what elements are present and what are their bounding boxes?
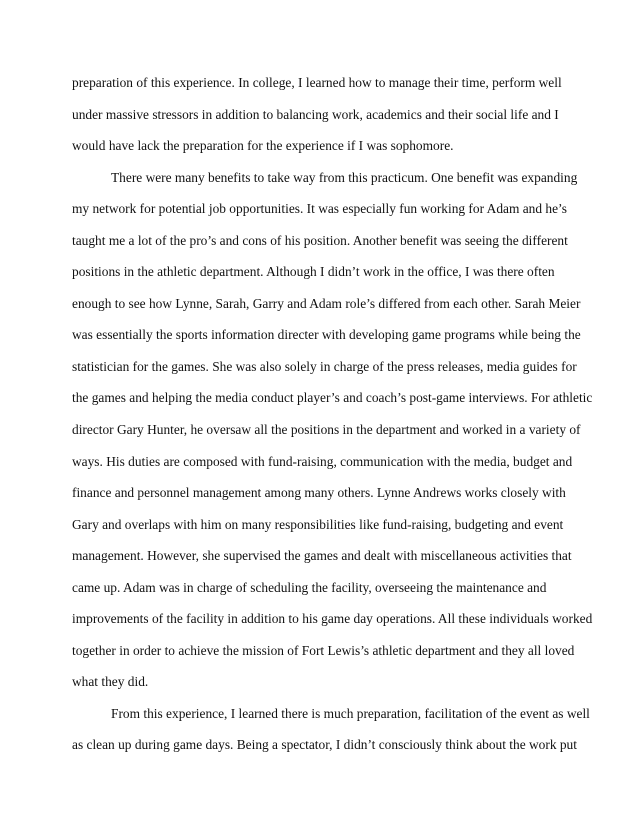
text-line: came up. Adam was in charge of scheduling the facility, overseeing the maintenance and	[72, 579, 547, 595]
text-line: was essentially the sports information directer with developing game programs while being the	[72, 327, 581, 343]
text-line: my network for potential job opportunities. It was especially fun working for Adam and he’s	[72, 201, 567, 217]
text-line: preparation of this experience. In college, I learned how to manage their time, perform well	[72, 75, 562, 90]
body-text	[72, 67, 593, 761]
text-line: under massive stressors in addition to balancing work, academics and their social life and I	[72, 106, 559, 122]
text-line: together in order to achieve the mission of Fort Lewis’s athletic department and they all loved	[72, 642, 575, 658]
text-line: enough to see how Lynne, Sarah, Garry and Adam role’s differed from each other. Sarah Meier	[72, 295, 581, 311]
text-line: Gary and overlaps with him on many responsibilities like fund-raising, budgeting and event	[72, 516, 564, 532]
text-line: what they did.	[72, 674, 149, 690]
text-line: director Gary Hunter, he oversaw all the positions in the department and worked in a variety of	[72, 422, 581, 438]
text-line: taught me a lot of the pro’s and cons of his position. Another benefit was seeing the different	[72, 232, 568, 248]
text-line: finance and personnel management among many others. Lynne Andrews works closely with	[72, 485, 566, 501]
text-line: positions in the athletic department. Although I didn’t work in the office, I was there often	[72, 264, 555, 280]
text-line: ways. His duties are composed with fund-raising, communication with the media, budget and	[72, 453, 573, 469]
paragraph-first-line: From this experience, I learned there is much preparation, facilitation of the event as well	[111, 705, 590, 721]
text-line: statistician for the games. She was also solely in charge of the press releases, media guides for	[72, 358, 577, 374]
text-line: management. However, she supervised the games and dealt with miscellaneous activities that	[72, 548, 572, 564]
text-line: would have lack the preparation for the experience if I was sophomore.	[72, 138, 454, 154]
text-line: improvements of the facility in addition to his game day operations. All these individuals worked	[72, 611, 593, 627]
paragraph-first-line: There were many benefits to take way from this practicum. One benefit was expanding	[111, 169, 578, 185]
text-line: the games and helping the media conduct player’s and coach’s post-game interviews. For athletic	[72, 390, 593, 406]
text-line: as clean up during game days. Being a spectator, I didn’t consciously think about the work put	[72, 737, 577, 753]
